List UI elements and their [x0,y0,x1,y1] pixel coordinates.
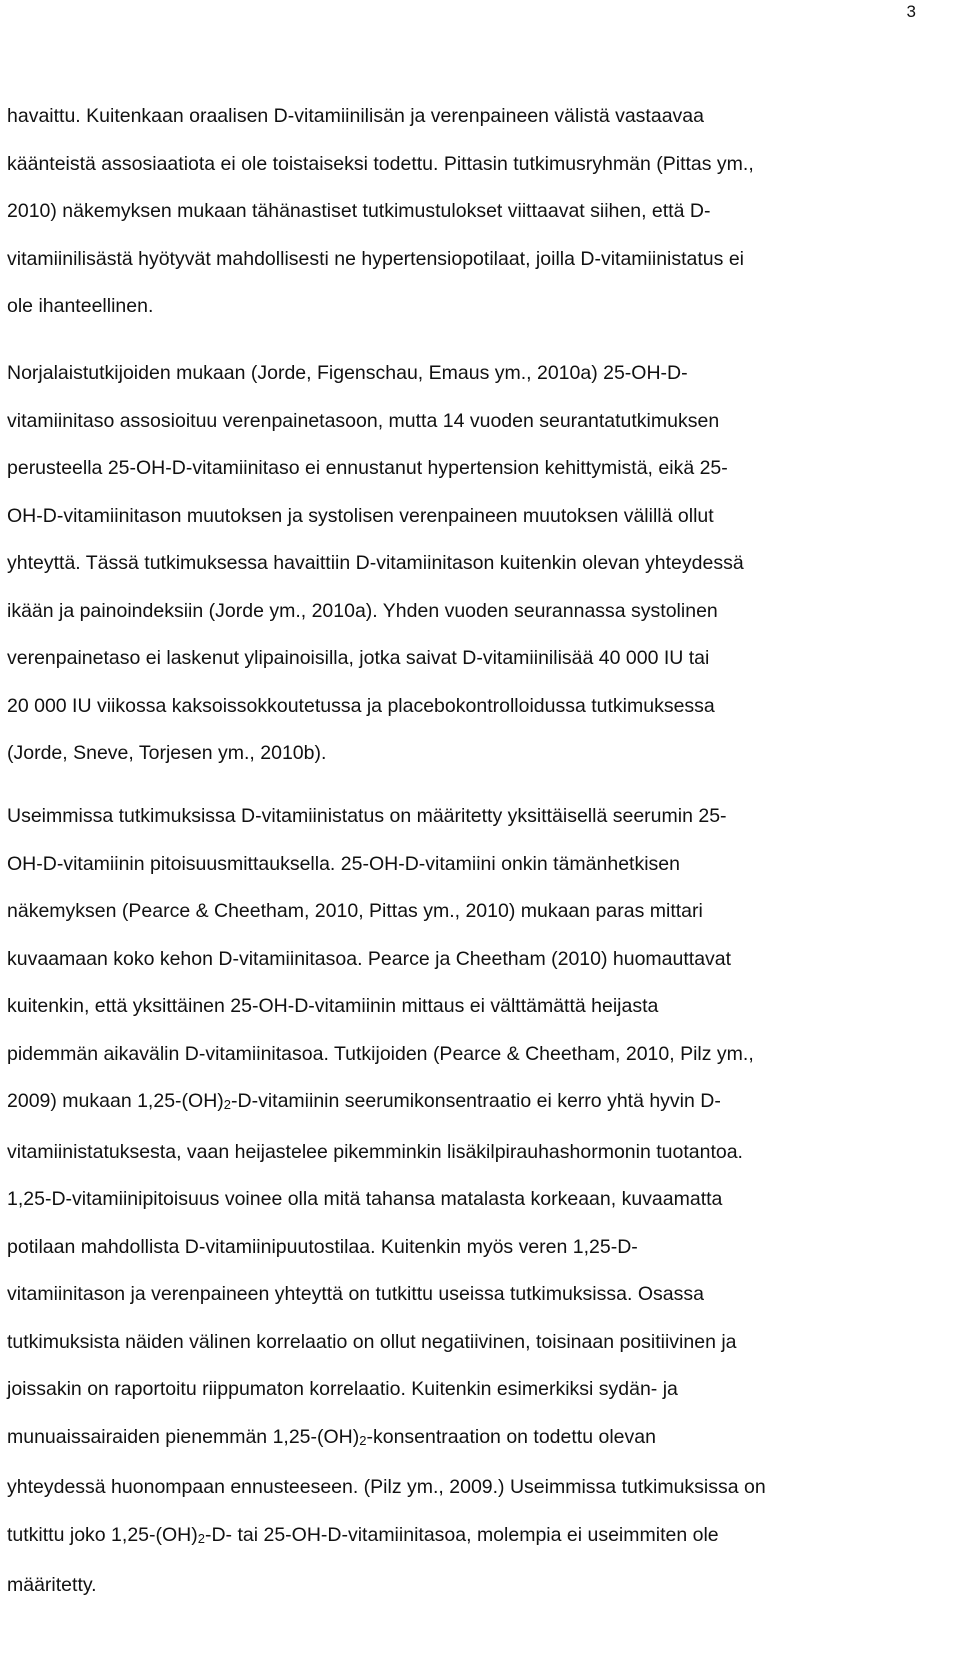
text-line: verenpainetaso ei laskenut ylipainoisilla, jotka saivat D-vitamiinilisää 40 000 IU tai [7,647,710,669]
page-number: 3 [906,2,916,21]
subscript: 2 [359,1432,367,1448]
text-line: yhteydessä huonompaan ennusteeseen. (Pilz ym., 2009.) Useimmissa tutkimuksissa on [7,1476,766,1498]
text-line: yhteyttä. Tässä tutkimuksessa havaittiin D-vitamiinitason kuitenkin olevan yhteydessä [7,552,744,574]
paragraph-3 [7,793,942,1610]
text-segment: tutkittu joko 1,25-(OH) [7,1523,198,1546]
text-segment: 2009) mukaan 1,25-(OH) [7,1090,224,1112]
paragraph-1 [7,93,942,331]
text-line [7,1078,942,1129]
text-line: 2010) näkemyksen mukaan tähänastiset tutkimustulokset viittaavat siihen, että D- [7,200,711,222]
text-line: (Jorde, Sneve, Torjesen ym., 2010b). [7,742,327,764]
text-line: 20 000 IU viikossa kaksoissokkoutetussa ja placebokontrolloidussa tutkimuksessa [7,694,715,717]
text-line: havaittu. Kuitenkaan oraalisen D-vitamiinilisän ja verenpaineen välistä vastaavaa [7,105,704,127]
subscript: 2 [223,1097,232,1112]
text-segment: -D-vitamiinin seerumikonsentraatio ei kerro yhtä hyvin D- [231,1090,721,1112]
text-line: määritetty. [7,1574,97,1596]
text-line: kuitenkin, että yksittäinen 25-OH-D-vitamiinin mittaus ei välttämättä heijasta [7,995,659,1017]
text-line: ole ihanteellinen. [7,295,154,317]
text-line [7,1414,942,1465]
text-line: tutkimuksista näiden välinen korrelaatio on ollut negatiivinen, toisinaan positiivinen ja [7,1330,737,1353]
text-line: ikään ja painoindeksiin (Jorde ym., 2010a). Yhden vuoden seurannassa systolinen [7,599,718,622]
text-line: joissakin on raportoitu riippumaton korrelaatio. Kuitenkin esimerkiksi sydän- ja [7,1378,678,1400]
subscript: 2 [197,1530,205,1546]
text-line: OH-D-vitamiinitason muutoksen ja systolisen verenpaineen muutoksen välillä ollut [7,504,714,527]
text-line: vitamiinilisästä hyötyvät mahdollisesti ne hypertensiopotilaat, joilla D-vitamiinistatus ei [7,247,744,270]
text-line: vitamiinitason ja verenpaineen yhteyttä on tutkittu useissa tutkimuksissa. Osassa [7,1283,704,1305]
text-line: vitamiinistatuksesta, vaan heijastelee pikemminkin lisäkilpirauhashormonin tuotantoa. [7,1140,743,1163]
text-line: näkemyksen (Pearce & Cheetham, 2010, Pittas ym., 2010) mukaan paras mittari [7,900,703,922]
text-line: OH-D-vitamiinin pitoisuusmittauksella. 25-OH-D-vitamiini onkin tämänhetkisen [7,852,680,875]
paragraph-2 [7,350,942,778]
text-segment: -konsentraation on todettu olevan [366,1425,656,1448]
text-line: käänteistä assosiaatiota ei ole toistaiseksi todettu. Pittasin tutkimusryhmän (Pittas ym., [7,152,754,175]
text-line: 1,25-D-vitamiinipitoisuus voinee olla mitä tahansa matalasta korkeaan, kuvaamatta [7,1188,723,1210]
text-line: perusteella 25-OH-D-vitamiinitaso ei ennustanut hypertension kehittymistä, eikä 25- [7,457,728,479]
text-segment: munuaissairaiden pienemmän 1,25-(OH) [7,1425,360,1448]
text-segment: -D- tai 25-OH-D-vitamiinitasoa, molempia ei useimmiten ole [204,1523,719,1546]
text-line: Norjalaistutkijoiden mukaan (Jorde, Figenschau, Emaus ym., 2010a) 25-OH-D- [7,362,688,384]
text-line: kuvaamaan koko kehon D-vitamiinitasoa. Pearce ja Cheetham (2010) huomauttavat [7,947,732,970]
text-line: Useimmissa tutkimuksissa D-vitamiinistatus on määritetty yksittäisellä seerumin 25- [7,805,727,827]
text-line: potilaan mahdollista D-vitamiinipuutostilaa. Kuitenkin myös veren 1,25-D- [7,1235,638,1258]
text-line: pidemmän aikavälin D-vitamiinitasoa. Tutkijoiden (Pearce & Cheetham, 2010, Pilz ym., [7,1042,754,1065]
text-line [7,1512,942,1563]
text-line: vitamiinitaso assosioituu verenpainetasoon, mutta 14 vuoden seurantatutkimuksen [7,409,720,432]
